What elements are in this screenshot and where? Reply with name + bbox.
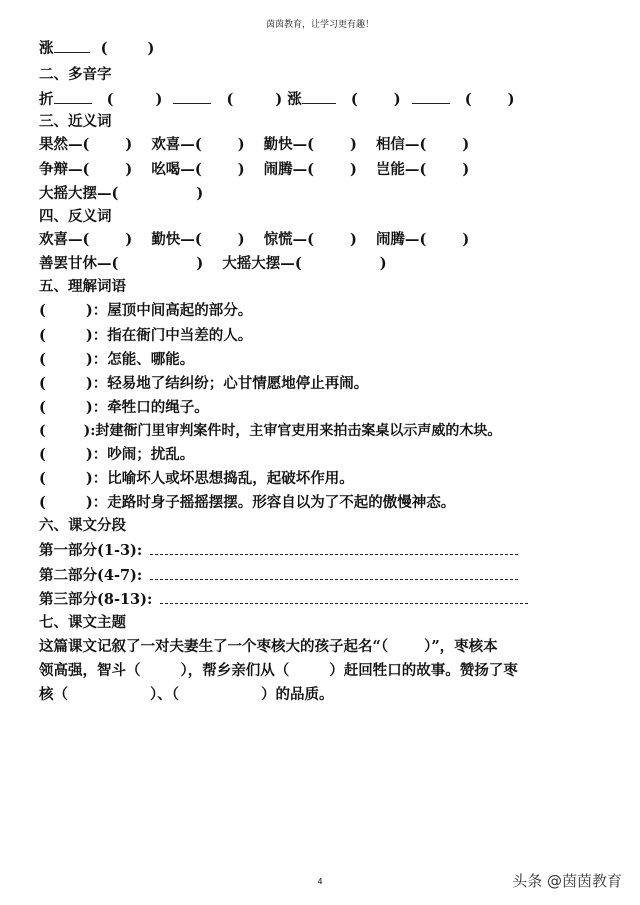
watermark: 头条 @茵茵教育 <box>512 872 622 890</box>
polyphone-line: 折 ( ) ( ) 涨 ( ) ( ) <box>39 91 515 108</box>
meaning-item: ( )：屋顶中间高起的部分。 <box>39 302 253 319</box>
synonym-row-2: 争辩—( ) 吆喝—( ) 闹腾—( ) 岂能—( ) <box>39 161 470 178</box>
page-number: 4 <box>317 877 323 886</box>
section-title-antonyms: 四、反义词 <box>39 208 112 225</box>
meaning-item: ( )：吵闹；扰乱。 <box>39 446 195 463</box>
meaning-item: ( )：怎能、哪能。 <box>39 351 195 368</box>
meaning-item: ( )：比喻坏人或坏思想捣乱，起破坏作用。 <box>39 470 354 487</box>
answer-line[interactable] <box>160 591 528 604</box>
part-row-2: 第二部分(4-7): <box>39 565 518 587</box>
answer-line[interactable] <box>150 567 518 580</box>
synonym-row-3: 大摇大摆—( ) <box>39 185 204 202</box>
meaning-item: ( ):封建衙门里审判案件时，主审官吏用来拍击案桌以示声威的木块。 <box>39 423 502 439</box>
polyphone-zhang-line: 涨 ( ) <box>39 40 155 57</box>
antonym-row-1: 欢喜—( ) 勤快—( ) 惊慌—( ) 闹腾—( ) <box>39 231 470 248</box>
blank-underline[interactable] <box>54 38 90 53</box>
section-title-polyphone: 二、多音字 <box>39 66 112 83</box>
synonym-row-1: 果然—( ) 欢喜—( ) 勤快—( ) 相信—( ) <box>39 136 470 153</box>
blank-underline[interactable] <box>173 89 211 104</box>
part-row-1: 第一部分(1-3): <box>39 540 518 562</box>
blank-underline[interactable] <box>302 89 336 104</box>
meaning-item: ( )：指在衙门中当差的人。 <box>39 327 253 344</box>
meaning-item: ( )：牵牲口的绳子。 <box>39 399 209 416</box>
antonym-row-2: 善罢甘休—( ) 大摇大摆—( ) <box>39 255 387 272</box>
meaning-item: ( )：轻易地了结纠纷；心甘情愿地停止再闹。 <box>39 375 369 392</box>
section-title-theme: 七、课文主题 <box>39 614 126 631</box>
theme-text-line-2: 领高强，智斗（ ），帮乡亲们从（ ）赶回牲口的故事。赞扬了枣 <box>39 662 518 679</box>
meaning-item: ( )：走路时身子摇摇摆摆。形容自以为了不起的傲慢神态。 <box>39 494 456 511</box>
theme-text-line-1: 这篇课文记叙了一对夫妻生了一个枣核大的孩子起名“（ ）”，枣核本 <box>39 638 498 655</box>
section-title-synonyms: 三、近义词 <box>39 113 112 130</box>
answer-line[interactable] <box>150 542 518 555</box>
blank-underline[interactable] <box>412 89 450 104</box>
part-row-3: 第三部分(8-13): <box>39 589 528 611</box>
page-header: 茵茵教育，让学习更有趣！ <box>265 20 374 30</box>
char-zhang: 涨 <box>39 40 54 57</box>
theme-text-line-3: 核（ ）、（ ）的品质。 <box>39 686 334 703</box>
blank-underline[interactable] <box>54 89 92 104</box>
section-title-word-meaning: 五、理解词语 <box>39 278 126 295</box>
section-title-paragraphs: 六、课文分段 <box>39 517 126 534</box>
